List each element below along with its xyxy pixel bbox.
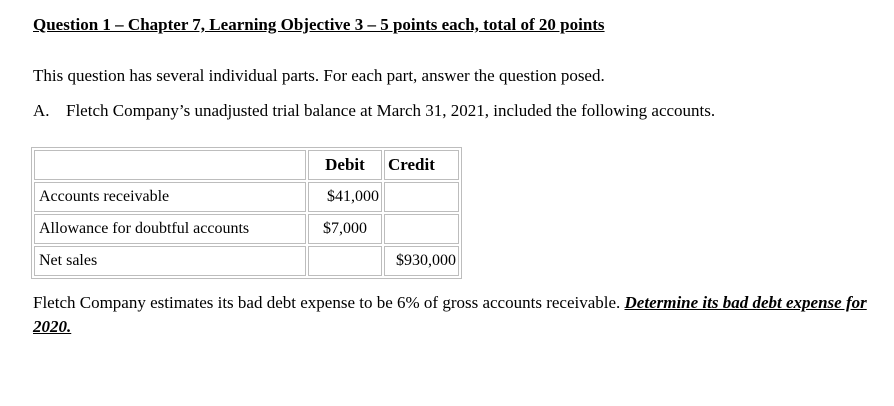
debit-amount: $7,000 <box>308 214 382 244</box>
part-a-text: Fletch Company’s unadjusted trial balance at March 31, 2021, included the following accounts. <box>66 101 716 120</box>
debit-amount: $41,000 <box>308 182 382 212</box>
debit-amount <box>308 246 382 276</box>
table-row <box>34 246 459 276</box>
question-intro: This question has several individual parts. For each part, answer the question posed. <box>33 66 605 85</box>
part-a-prompt <box>33 101 715 121</box>
credit-amount: $930,000 <box>384 246 459 276</box>
question-heading: Question 1 – Chapter 7, Learning Objective 3 – 5 points each, total of 20 points <box>33 15 605 34</box>
account-name: Net sales <box>34 246 306 276</box>
header-debit: Debit <box>308 150 382 180</box>
part-a-question <box>33 291 873 339</box>
part-a-letter: A. <box>33 101 50 120</box>
table-row <box>34 214 459 244</box>
credit-amount <box>384 182 459 212</box>
credit-amount <box>384 214 459 244</box>
table-header-row <box>34 150 459 180</box>
account-name: Accounts receivable <box>34 182 306 212</box>
account-name: Allowance for doubtful accounts <box>34 214 306 244</box>
header-account <box>34 150 306 180</box>
task-instruction: Determine its bad debt expense for 2020. <box>33 293 867 336</box>
estimate-statement: Fletch Company estimates its bad debt expense to be 6% of gross accounts receivable. <box>33 293 625 312</box>
header-credit: Credit <box>384 150 459 180</box>
trial-balance-table <box>31 147 462 279</box>
table-row <box>34 182 459 212</box>
